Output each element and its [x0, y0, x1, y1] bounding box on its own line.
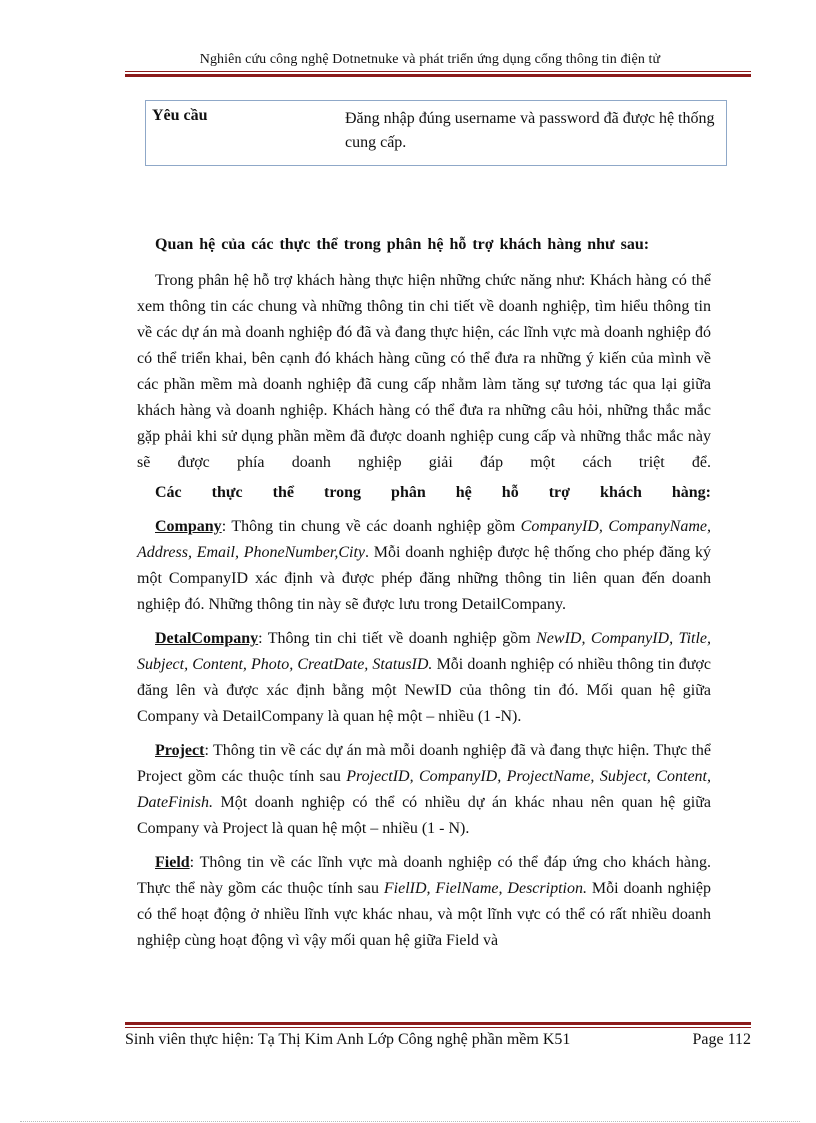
- footer-rule-thin: [125, 1027, 751, 1028]
- page-header: Nghiên cứu công nghệ Dotnetnuke và phát triển ứng dụng cổng thông tin điện tử: [199, 52, 661, 67]
- footer-author: Sinh viên thực hiện: Tạ Thị Kim Anh Lớp Công nghệ phần mềm K51: [125, 1031, 571, 1048]
- entity-rest: Mỗi doanh nghiệp có nhiều thông tin được đăng lên và được xác định bằng một NewID của thông tin đó. Mối quan hệ giữa Company và DetailCompany là quan hệ một – nhiều (1 -N).: [137, 656, 711, 725]
- entity-sep: :: [189, 854, 200, 871]
- entity-rest: Mỗi doanh nghiệp có thể hoạt động ở nhiều lĩnh vực khác nhau, và một lĩnh vực có thể có rất nhiều doanh nghiệp cùng hoạt động vì vậy mối quan hệ giữa Field và: [137, 880, 711, 949]
- footer-rule-thick: [125, 1022, 751, 1025]
- section-heading: Quan hệ của các thực thể trong phân hệ hỗ trợ khách hàng như sau:: [155, 236, 650, 253]
- entity-sep: :: [204, 742, 213, 759]
- intro-paragraph: Trong phân hệ hỗ trợ khách hàng thực hiện những chức năng như: Khách hàng có thể xem thông tin các chung và những thông tin chi tiết về doanh nghiệp, tìm hiểu thông tin về các dự án mà doanh nghiệp đó đã và đang thực hiện, các lĩnh vực mà doanh nghiệp đó có thể triển khai, bên cạnh đó khách hàng cũng có thể đưa ra những ý kiến của mình về các phần mềm mà doanh nghiệp đã cung cấp nhằm làm tăng sự tương tác qua lại giữa khách hàng và doanh nghiệp. Khách hàng có thể đưa ra những câu hỏi, những thắc mắc gặp phải khi sử dụng phần mềm đã được doanh nghiệp cung cấp và những thắc mắc này sẽ được phía doanh nghiệp giải đáp một cách triệt để.: [137, 272, 711, 471]
- entity-lead: Thông tin chung về các doanh nghiệp gồm: [231, 518, 521, 535]
- page-number: Page 112: [692, 1031, 751, 1048]
- entity-sep: :: [221, 518, 232, 535]
- entity-attrs: CompanyID, CompanyName, Address, Email, PhoneNumber,City: [137, 518, 712, 561]
- entity-name: Project: [155, 742, 205, 759]
- entity-attrs: FielID, FielName, Description.: [383, 880, 587, 897]
- entity-lead: Thông tin chi tiết về doanh nghiệp gồm: [267, 630, 537, 647]
- entity-project: [137, 738, 711, 842]
- entity-attrs: ProjectID, CompanyID, ProjectName, Subject, Content, DateFinish.: [137, 768, 711, 811]
- entity-name: Company: [155, 518, 222, 535]
- entity-rest: Một doanh nghiệp có thể có nhiều dự án khác nhau nên quan hệ giữa Company và Project là quan hệ một – nhiều (1 - N).: [137, 794, 711, 837]
- entity-lead: Thông tin về các dự án mà mỗi doanh nghiệp đã và đang thực hiện. Thực thể Project gồm các thuộc tính sau: [137, 742, 711, 785]
- requirement-table: [145, 100, 727, 166]
- entity-company: [137, 514, 711, 618]
- entity-attrs: NewID, CompanyID, Title, Subject, Content, Photo, CreatDate, StatusID.: [137, 630, 712, 673]
- entity-rest: . Mỗi doanh nghiệp được hệ thống cho phép đăng ký một CompanyID xác định và được phép đăng những thông tin liên quan đến doanh nghiệp đó. Những thông tin này sẽ được lưu trong DetailCompany.: [137, 544, 711, 613]
- entities-heading: Các thực thể trong phân hệ hỗ trợ khách hàng:: [155, 484, 711, 501]
- entity-name: DetalCompany: [155, 630, 259, 647]
- body-text: [137, 232, 711, 962]
- entity-lead: Thông tin về các lĩnh vực mà doanh nghiệp có thể đáp ứng cho khách hàng. Thực thể này gồm các thuộc tính sau: [137, 854, 711, 897]
- header-rule-thin: [125, 71, 751, 72]
- entity-sep: :: [258, 630, 268, 647]
- entity-name: Field: [155, 854, 190, 871]
- entity-field: [137, 850, 711, 954]
- page-bottom-divider: [20, 1121, 800, 1122]
- header-rule-thick: [125, 74, 751, 77]
- requirement-label: Yêu cầu: [152, 107, 208, 124]
- requirement-value: Đăng nhập đúng username và password đã được hệ thống cung cấp.: [345, 110, 715, 151]
- entity-detailcompany: [137, 626, 711, 730]
